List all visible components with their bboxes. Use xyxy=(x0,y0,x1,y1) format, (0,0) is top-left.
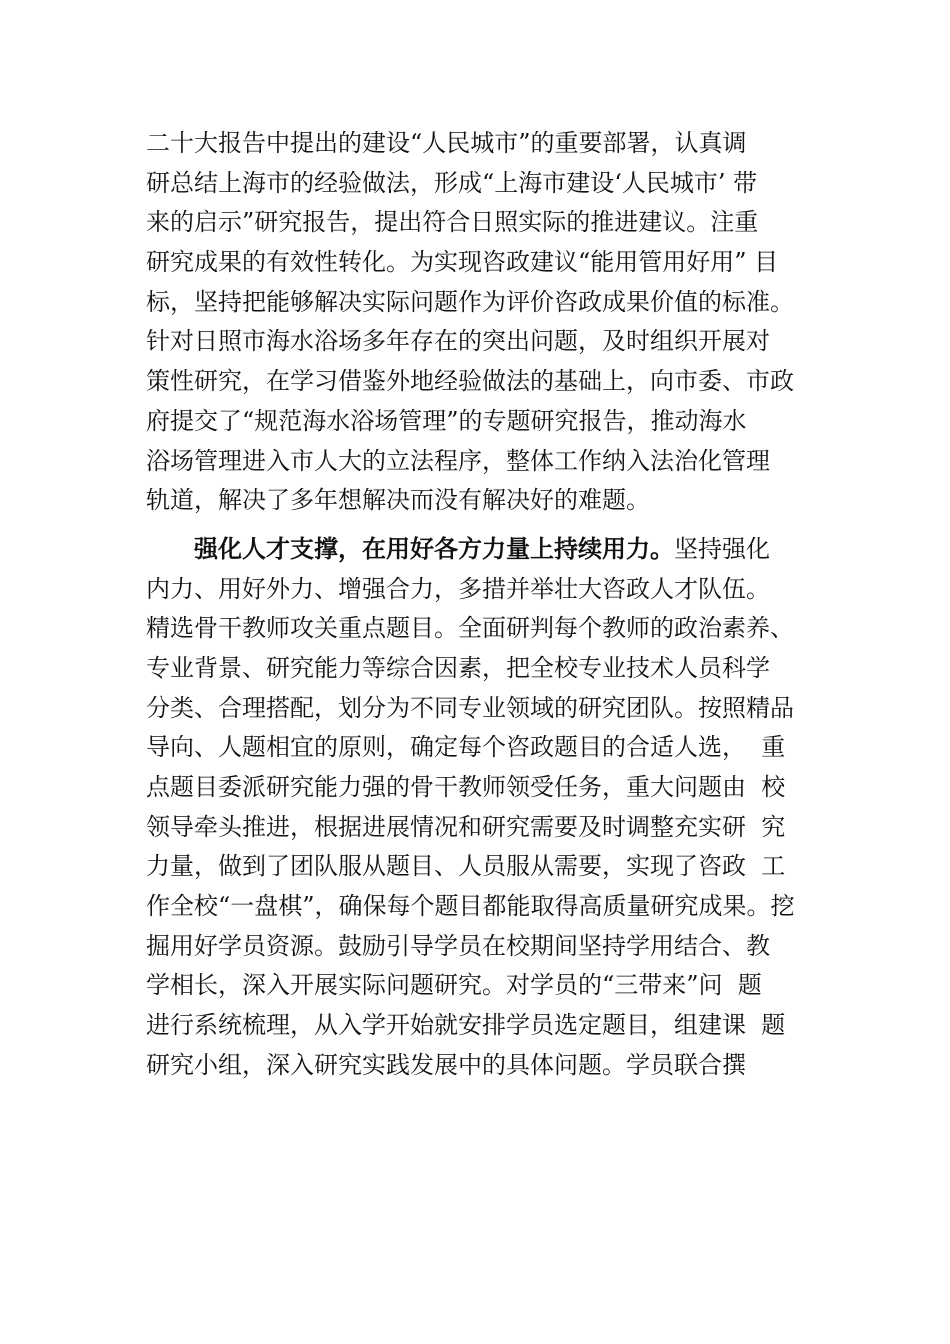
text-line: 浴场管理进入市人大的立法程序，整体工作纳入法治化管理 xyxy=(146,446,770,475)
text-line: 研总结上海市的经验做法，形成“上海市建设‘人民城市’ 带 xyxy=(146,168,758,197)
text-line: 针对日照市海水浴场多年存在的突出问题，及时组织开展对 xyxy=(146,327,770,356)
paragraph-1 xyxy=(146,124,836,521)
text-line-first xyxy=(146,530,836,570)
text-line: 领导牵头推进，根据进展情况和研究需要及时调整充实研 究 xyxy=(146,812,786,841)
document-body xyxy=(146,124,836,1086)
text-line: 研究成果的有效性转化。为实现咨政建议“能用管用好用” 目 xyxy=(146,248,779,277)
text-line: 掘用好学员资源。鼓励引导学员在校期间坚持学用结合、教 xyxy=(146,931,770,960)
text-line: 精选骨干教师攻关重点题目。全面研判每个教师的政治素养、 xyxy=(146,614,794,643)
text-line: 专业背景、研究能力等综合因素，把全校专业技术人员科学 xyxy=(146,653,770,682)
text-line: 进行系统梳理，从入学开始就安排学员选定题目，组建课 题 xyxy=(146,1011,786,1040)
paragraph-2 xyxy=(146,530,836,1086)
text-line: 策性研究，在学习借鉴外地经验做法的基础上，向市委、市政 xyxy=(146,367,794,396)
text-line: 标，坚持把能够解决实际问题作为评价咨政成果价值的标准。 xyxy=(146,287,794,316)
text-line: 作全校“一盘棋”，确保每个题目都能取得高质量研究成果。挖 xyxy=(146,892,795,921)
text-line: 力量，做到了团队服从题目、人员服从需要，实现了咨政 工 xyxy=(146,852,786,881)
text-line: 分类、合理搭配，划分为不同专业领域的研究团队。按照精品 xyxy=(146,693,794,722)
text-line: 学相长，深入开展实际问题研究。对学员的“三带来”问 题 xyxy=(146,971,762,1000)
paragraph-lead-heading: 强化人才支撑，在用好各方力量上持续用力。 xyxy=(194,534,674,563)
text-line: 内力、用好外力、增强合力，多措并举壮大咨政人才队伍。 xyxy=(146,574,770,603)
text-line: 研究小组，深入研究实践发展中的具体问题。学员联合撰 xyxy=(146,1050,746,1079)
first-line-text: 坚持强化 xyxy=(674,534,770,563)
text-line: 二十大报告中提出的建设“人民城市”的重要部署，认真调 xyxy=(146,129,747,157)
text-line: 来的启示”研究报告，提出符合日照实际的推进建议。注重 xyxy=(146,208,759,237)
text-line: 轨道，解决了多年想解决而没有解决好的难题。 xyxy=(146,486,650,515)
text-line: 导向、人题相宜的原则，确定每个咨政题目的合适人选， 重 xyxy=(146,733,786,762)
text-line: 府提交了“规范海水浴场管理”的专题研究报告，推动海水 xyxy=(146,406,747,435)
text-line: 点题目委派研究能力强的骨干教师领受任务，重大问题由 校 xyxy=(146,773,786,801)
paragraph-gap xyxy=(146,521,836,530)
